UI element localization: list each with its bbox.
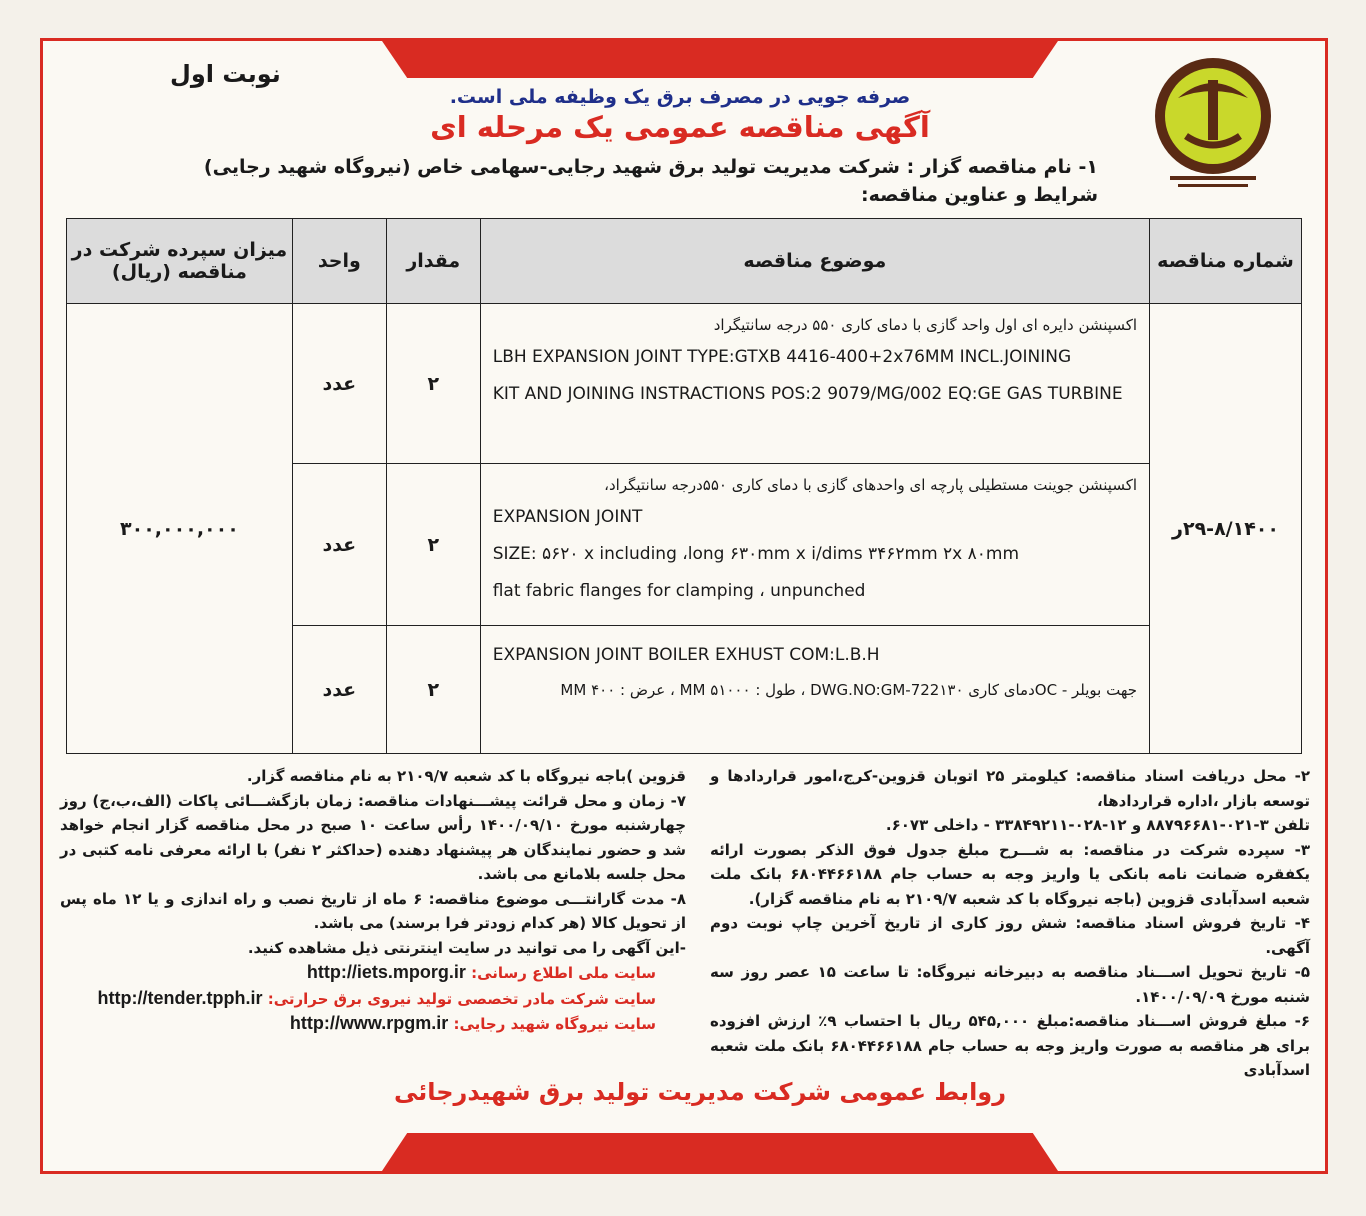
top-red-band [380,38,1060,78]
header-deposit: میزان سپرده شرکت در مناقصه (ریال) [67,219,293,304]
header-number: شماره مناقصه [1150,219,1302,304]
subject-en-line: EXPANSION JOINT [492,507,643,527]
term-item: ۸- مدت گارانتـــی موضوع مناقصه: ۶ ماه از تاریخ نصب و راه اندازی و یا ۱۲ ماه پس از تحویل کالا (هر کدام زودتر فرا برسند) می باشد. [60,889,686,932]
subject-en-line: SIZE: ۵۶۲۰ x including ،long ۶۳۰mm x i/dims ۳۴۶۲mm ۲x ۸۰mm [492,544,1020,564]
subject-fa: اکسپنشن جوینت مستطیلی پارچه ای واحدهای گازی با دمای کاری ۵۵۰درجه سانتیگراد، [604,476,1138,494]
term-item: -این آگهی را می توانید در سایت اینترنتی ذیل مشاهده کنید. [247,938,686,957]
site-tpph [60,986,686,1012]
table-row [67,304,1302,464]
deposit-value: ۳۰۰,۰۰۰,۰۰۰ [67,304,293,754]
term-item: ۷- زمان و محل قرائت پیشـــنهادات مناقصه: زمان بازگشـــائی پاکات (الف،ب،ج) روز چهارشنبه مورخ ۱۴۰۰/۰۹/۱۰ رأس ساعت ۱۰ صبح در محل مناقصه گزار انجام خواهد شد و حضور نمایندگان هر پیشنهاد دهنده (حداکثر ۲ نفر) با ارائه معرفی نامه کتبی در محل جلسه بلامانع می باشد. [60,791,686,883]
conditions-heading: شرایط و عناوین مناقصه: [861,184,1098,206]
unit-cell: عدد [292,464,386,626]
quantity-cell: ۲ [386,464,480,626]
subject-cell [480,626,1149,754]
subject-cell [480,304,1149,464]
header-unit: واحد [292,219,386,304]
header-subject: موضوع مناقصه [480,219,1149,304]
site-url-link[interactable]: http://tender.tpph.ir [97,987,263,1008]
terms-left-column [60,764,686,1037]
bottom-red-band [380,1133,1060,1174]
site-label: سایت ملی اطلاع رسانی: [471,964,656,982]
site-label: سایت شرکت مادر تخصصی تولید نیروی برق حرارتی: [267,989,656,1008]
term-item: ۳- سپرده شرکت در مناقصه: به شـــرح مبلغ جدول فوق الذکر بصورت ارائه یکفقره ضمانت نامه بانکی یا واریز وجه به حساب جام ۶۸۰۴۴۶۶۱۸۸ بانک ملت شعبه اسدآبادی قزوین (باجه نیروگاه با کد شعبه ۲۱۰۹/۷ به نام مناقصه گزار). [710,840,1310,908]
footer-public-relations: روابط عمومی شرکت مدیریت تولید برق شهیدرجائی [393,1078,1007,1106]
term-item: ۶- مبلغ فروش اســـناد مناقصه:مبلغ ۵۴۵,۰۰۰ ریال با احتساب ۹٪ ارزش افزوده برای هر مناقصه به صورت واریز وجه به حساب جام ۶۸۰۴۴۶۶۱۸۸ بانک ملت شعبه اسدآبادی [710,1012,1310,1079]
organizer-line: ۱- نام مناقصه گزار : شرکت مدیریت تولید برق شهید رجایی-سهامی خاص (نیروگاه شهید رجایی) [203,156,1098,178]
term-item: ۲- محل دریافت اسناد مناقصه: کیلومتر ۲۵ اتوبان قزوین-کرج،امور قراردادها و توسعه بازار ،اداره قراردادها، [710,767,1310,810]
term-item: تلفن ۳-۰۲۱-۸۸۷۹۶۶۸۱ و ۱۲-۰۲۸-۳۳۸۴۹۲۱۱ - داخلی ۶۰۷۳. [885,816,1310,834]
quantity-cell: ۲ [386,304,480,464]
subject-fa: اکسپنشن دایره ای اول واحد گازی با دمای کاری ۵۵۰ درجه سانتیگراد [713,316,1138,334]
quantity-cell: ۲ [386,626,480,754]
company-logo-icon [1148,50,1278,198]
terms-right-column [710,764,1310,1083]
site-url-link[interactable]: http://iets.mporg.ir [306,962,466,982]
header-quantity: مقدار [386,219,480,304]
subject-en-line: LBH EXPANSION JOINT TYPE:GTXB 4416-400+2x76MM INCL.JOINING [492,347,1072,367]
subject-fa: جهت بویلر - OCدمای کاری DWG.NO:GM-722۱۳۰ ، طول : ۵۱۰۰۰ MM ، عرض : ۴۰۰ MM [560,681,1138,699]
tender-table [66,218,1302,754]
notice-title: آگهی مناقصه عمومی یک مرحله ای [430,110,930,144]
unit-cell: عدد [292,626,386,754]
site-label: سایت نیروگاه شهید رجایی: [453,1015,656,1033]
site-rpgm [60,1011,686,1037]
site-url-link[interactable]: http://www.rpgm.ir [289,1013,449,1033]
term-item: قزوین )باجه نیروگاه با کد شعبه ۲۱۰۹/۷ به نام مناقصه گزار. [246,767,686,785]
term-item: ۴- تاریخ فروش اسناد مناقصه: شش روز کاری از تاریخ آخرین چاپ نوبت دوم آگهی. [710,914,1310,957]
site-iets [60,960,686,986]
subject-en-line: flat fabric flanges for clamping ، unpunched [492,581,866,601]
slogan: صرفه جویی در مصرف برق یک وظیفه ملی است. [449,86,911,108]
tender-number: ۲۹-۸/۱۴۰۰ر [1150,304,1302,754]
subject-en-line: KIT AND JOINING INSTRACTIONS POS:2 9079/MG/002 EQ:GE GAS TURBINE [492,384,1123,404]
subject-cell [480,464,1149,626]
table-header-row [67,219,1302,304]
round-label: نوبت اول [170,60,281,88]
unit-cell: عدد [292,304,386,464]
term-item: ۵- تاریخ تحویل اســـناد مناقصه به دبیرخانه نیروگاه: تا ساعت ۱۵ عصر روز سه شنبه مورخ ۱۴۰۰/۰۹/۰۹. [710,963,1310,1006]
subject-en-line: EXPANSION JOINT BOILER EXHUST COM:L.B.H [492,645,880,665]
